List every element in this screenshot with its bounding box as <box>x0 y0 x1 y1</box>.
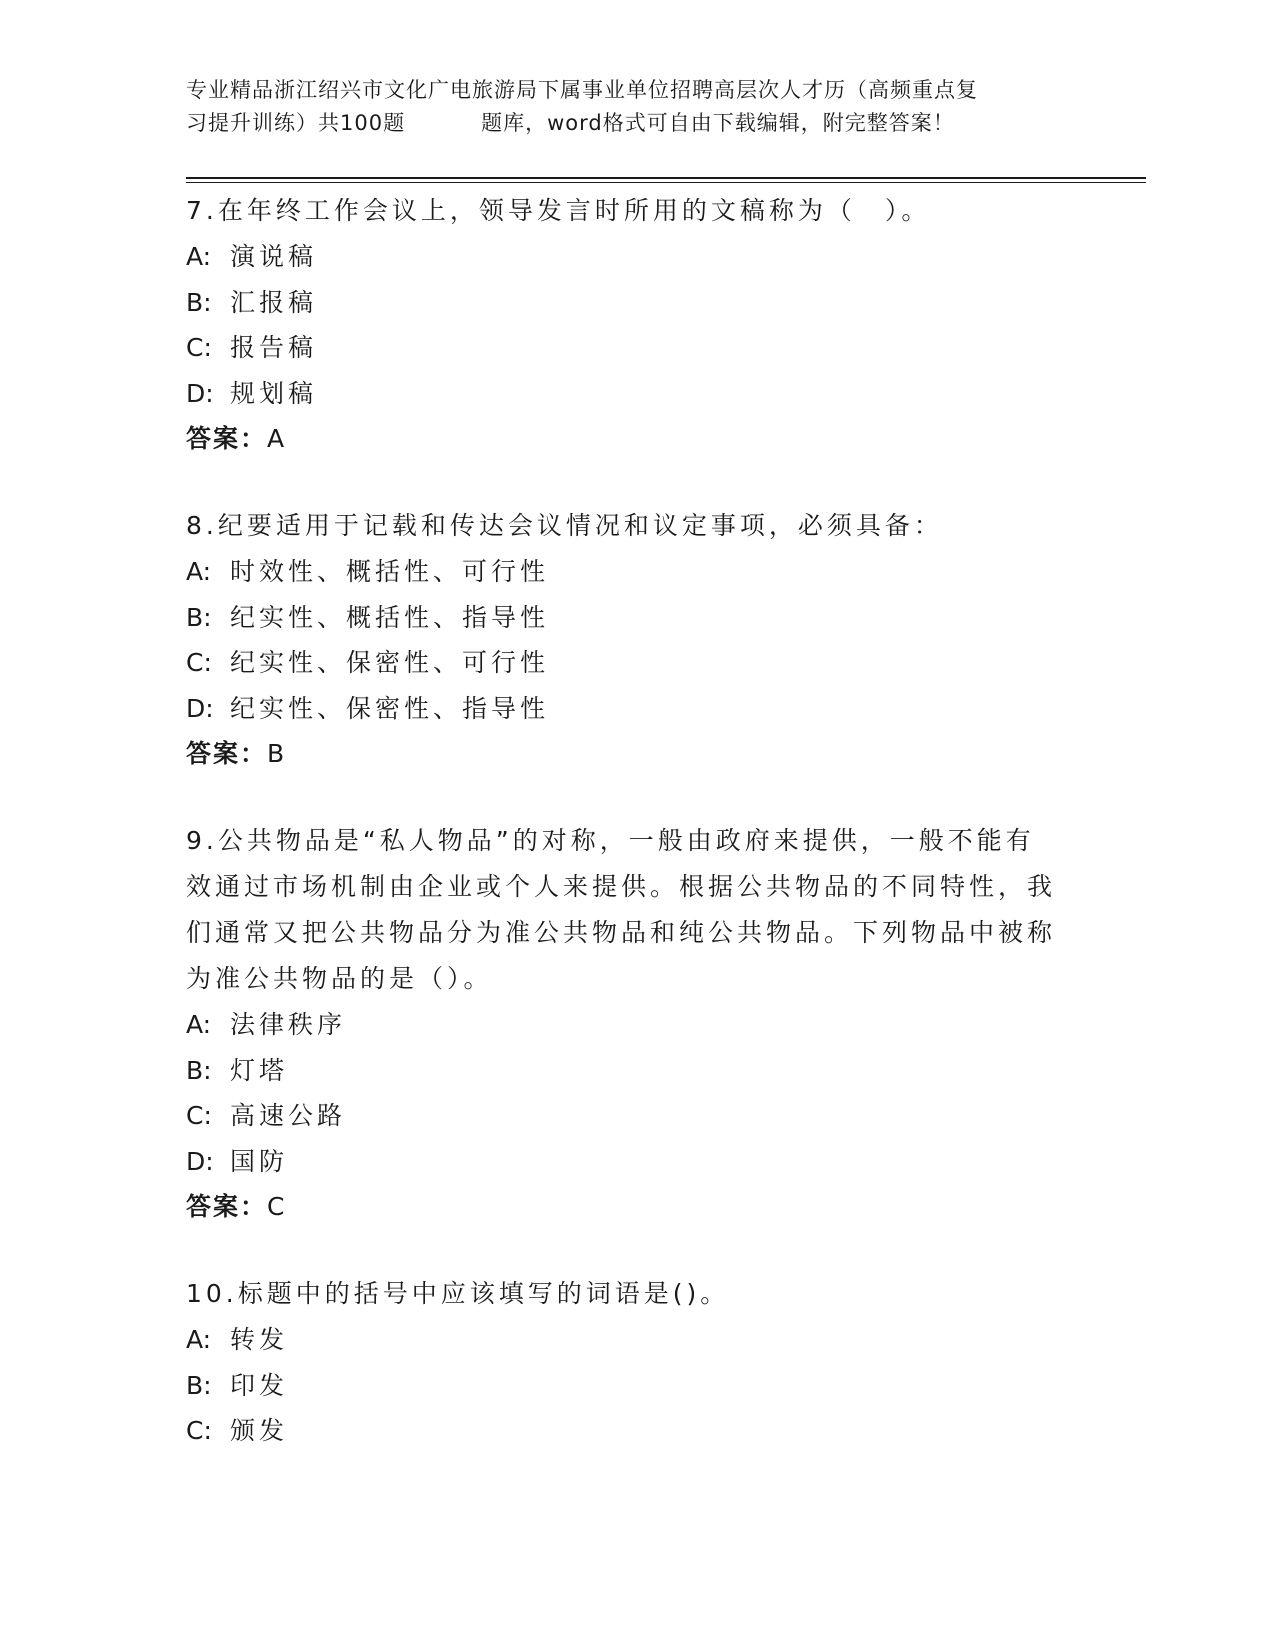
answer-value: C <box>267 1192 287 1221</box>
answer-line <box>186 416 1066 461</box>
option-text: 时效性、概括性、可行性 <box>230 557 550 586</box>
option-b <box>186 595 1066 641</box>
answer-line <box>186 731 1066 776</box>
answer-value: B <box>267 739 287 768</box>
option-c <box>186 325 1066 371</box>
option-b <box>186 1048 1066 1094</box>
option-d <box>186 371 1066 417</box>
option-text: 颁发 <box>230 1416 289 1445</box>
option-label: D: <box>186 693 214 723</box>
question-text-line-4: 为准公共物品的是（）。 <box>186 964 493 993</box>
header-divider-thick <box>186 177 1146 179</box>
header-divider-thin <box>186 182 1146 183</box>
option-b <box>186 280 1066 326</box>
option-label: C: <box>186 1101 212 1130</box>
question-text: 8.纪要适用于记载和传达会议情况和议定事项，必须具备： <box>186 511 943 540</box>
option-label: A: <box>186 557 212 586</box>
question-8 <box>186 503 1066 776</box>
option-text: 转发 <box>230 1325 289 1354</box>
header-title-line-2a: 习提升训练）共100题 <box>186 111 406 135</box>
option-label: B: <box>186 287 212 317</box>
option-a <box>186 549 1066 595</box>
answer-label: 答案： <box>186 424 268 453</box>
option-label: D: <box>186 1146 214 1176</box>
answer-value: A <box>267 424 287 453</box>
option-d <box>186 1139 1066 1185</box>
question-text-line-3: 们通常又把公共物品分为准公共物品和纯公共物品。下列物品中被称 <box>186 918 1057 947</box>
option-a <box>186 1317 1066 1363</box>
document-header <box>186 74 1086 140</box>
question-text: 7.在年终工作会议上，领导发言时所用的文稿称为（ ）。 <box>186 196 931 225</box>
option-label: C: <box>186 1416 212 1445</box>
option-text: 灯塔 <box>230 1055 289 1085</box>
option-c <box>186 640 1066 686</box>
option-text: 国防 <box>230 1146 289 1176</box>
option-label: B: <box>186 602 212 632</box>
question-10 <box>186 1271 1066 1454</box>
question-list <box>186 188 1066 1454</box>
question-text-line-1: 9.公共物品是“私人物品”的对称，一般由政府来提供，一般不能有 <box>186 826 1035 855</box>
question-9 <box>186 818 1066 1229</box>
header-title-line-2b: 题库，word格式可自由下载编辑，附完整答案！ <box>481 111 955 135</box>
option-text: 纪实性、保密性、指导性 <box>230 693 550 723</box>
option-text: 汇报稿 <box>230 287 318 317</box>
option-label: B: <box>186 1055 212 1085</box>
option-c <box>186 1408 1066 1454</box>
option-c <box>186 1093 1066 1139</box>
header-title-line-2 <box>186 107 1086 140</box>
answer-line <box>186 1184 1066 1229</box>
question-text: 10.标题中的括号中应该填写的词语是()。 <box>186 1279 730 1308</box>
option-text: 高速公路 <box>230 1101 347 1130</box>
option-text: 规划稿 <box>230 378 318 408</box>
option-text: 纪实性、保密性、可行性 <box>230 648 550 677</box>
option-label: A: <box>186 242 212 271</box>
question-text-line-2: 效通过市场机制由企业或个人来提供。根据公共物品的不同特性，我 <box>186 872 1057 901</box>
option-label: A: <box>186 1325 212 1354</box>
option-text: 印发 <box>230 1370 289 1400</box>
option-b <box>186 1363 1066 1409</box>
answer-label: 答案： <box>186 739 268 768</box>
answer-label: 答案： <box>186 1192 268 1221</box>
option-label: D: <box>186 378 214 408</box>
option-text: 法律秩序 <box>230 1010 347 1039</box>
option-label: A: <box>186 1010 212 1039</box>
option-d <box>186 686 1066 732</box>
header-title-line-1: 专业精品浙江绍兴市文化广电旅游局下属事业单位招聘高层次人才历（高频重点复 <box>186 78 978 102</box>
option-text: 演说稿 <box>230 242 318 271</box>
option-label: C: <box>186 648 212 677</box>
option-a <box>186 1002 1066 1048</box>
option-label: C: <box>186 333 212 362</box>
question-7 <box>186 188 1066 461</box>
option-text: 报告稿 <box>230 333 318 362</box>
option-label: B: <box>186 1370 212 1400</box>
option-text: 纪实性、概括性、指导性 <box>230 602 550 632</box>
option-a <box>186 234 1066 280</box>
